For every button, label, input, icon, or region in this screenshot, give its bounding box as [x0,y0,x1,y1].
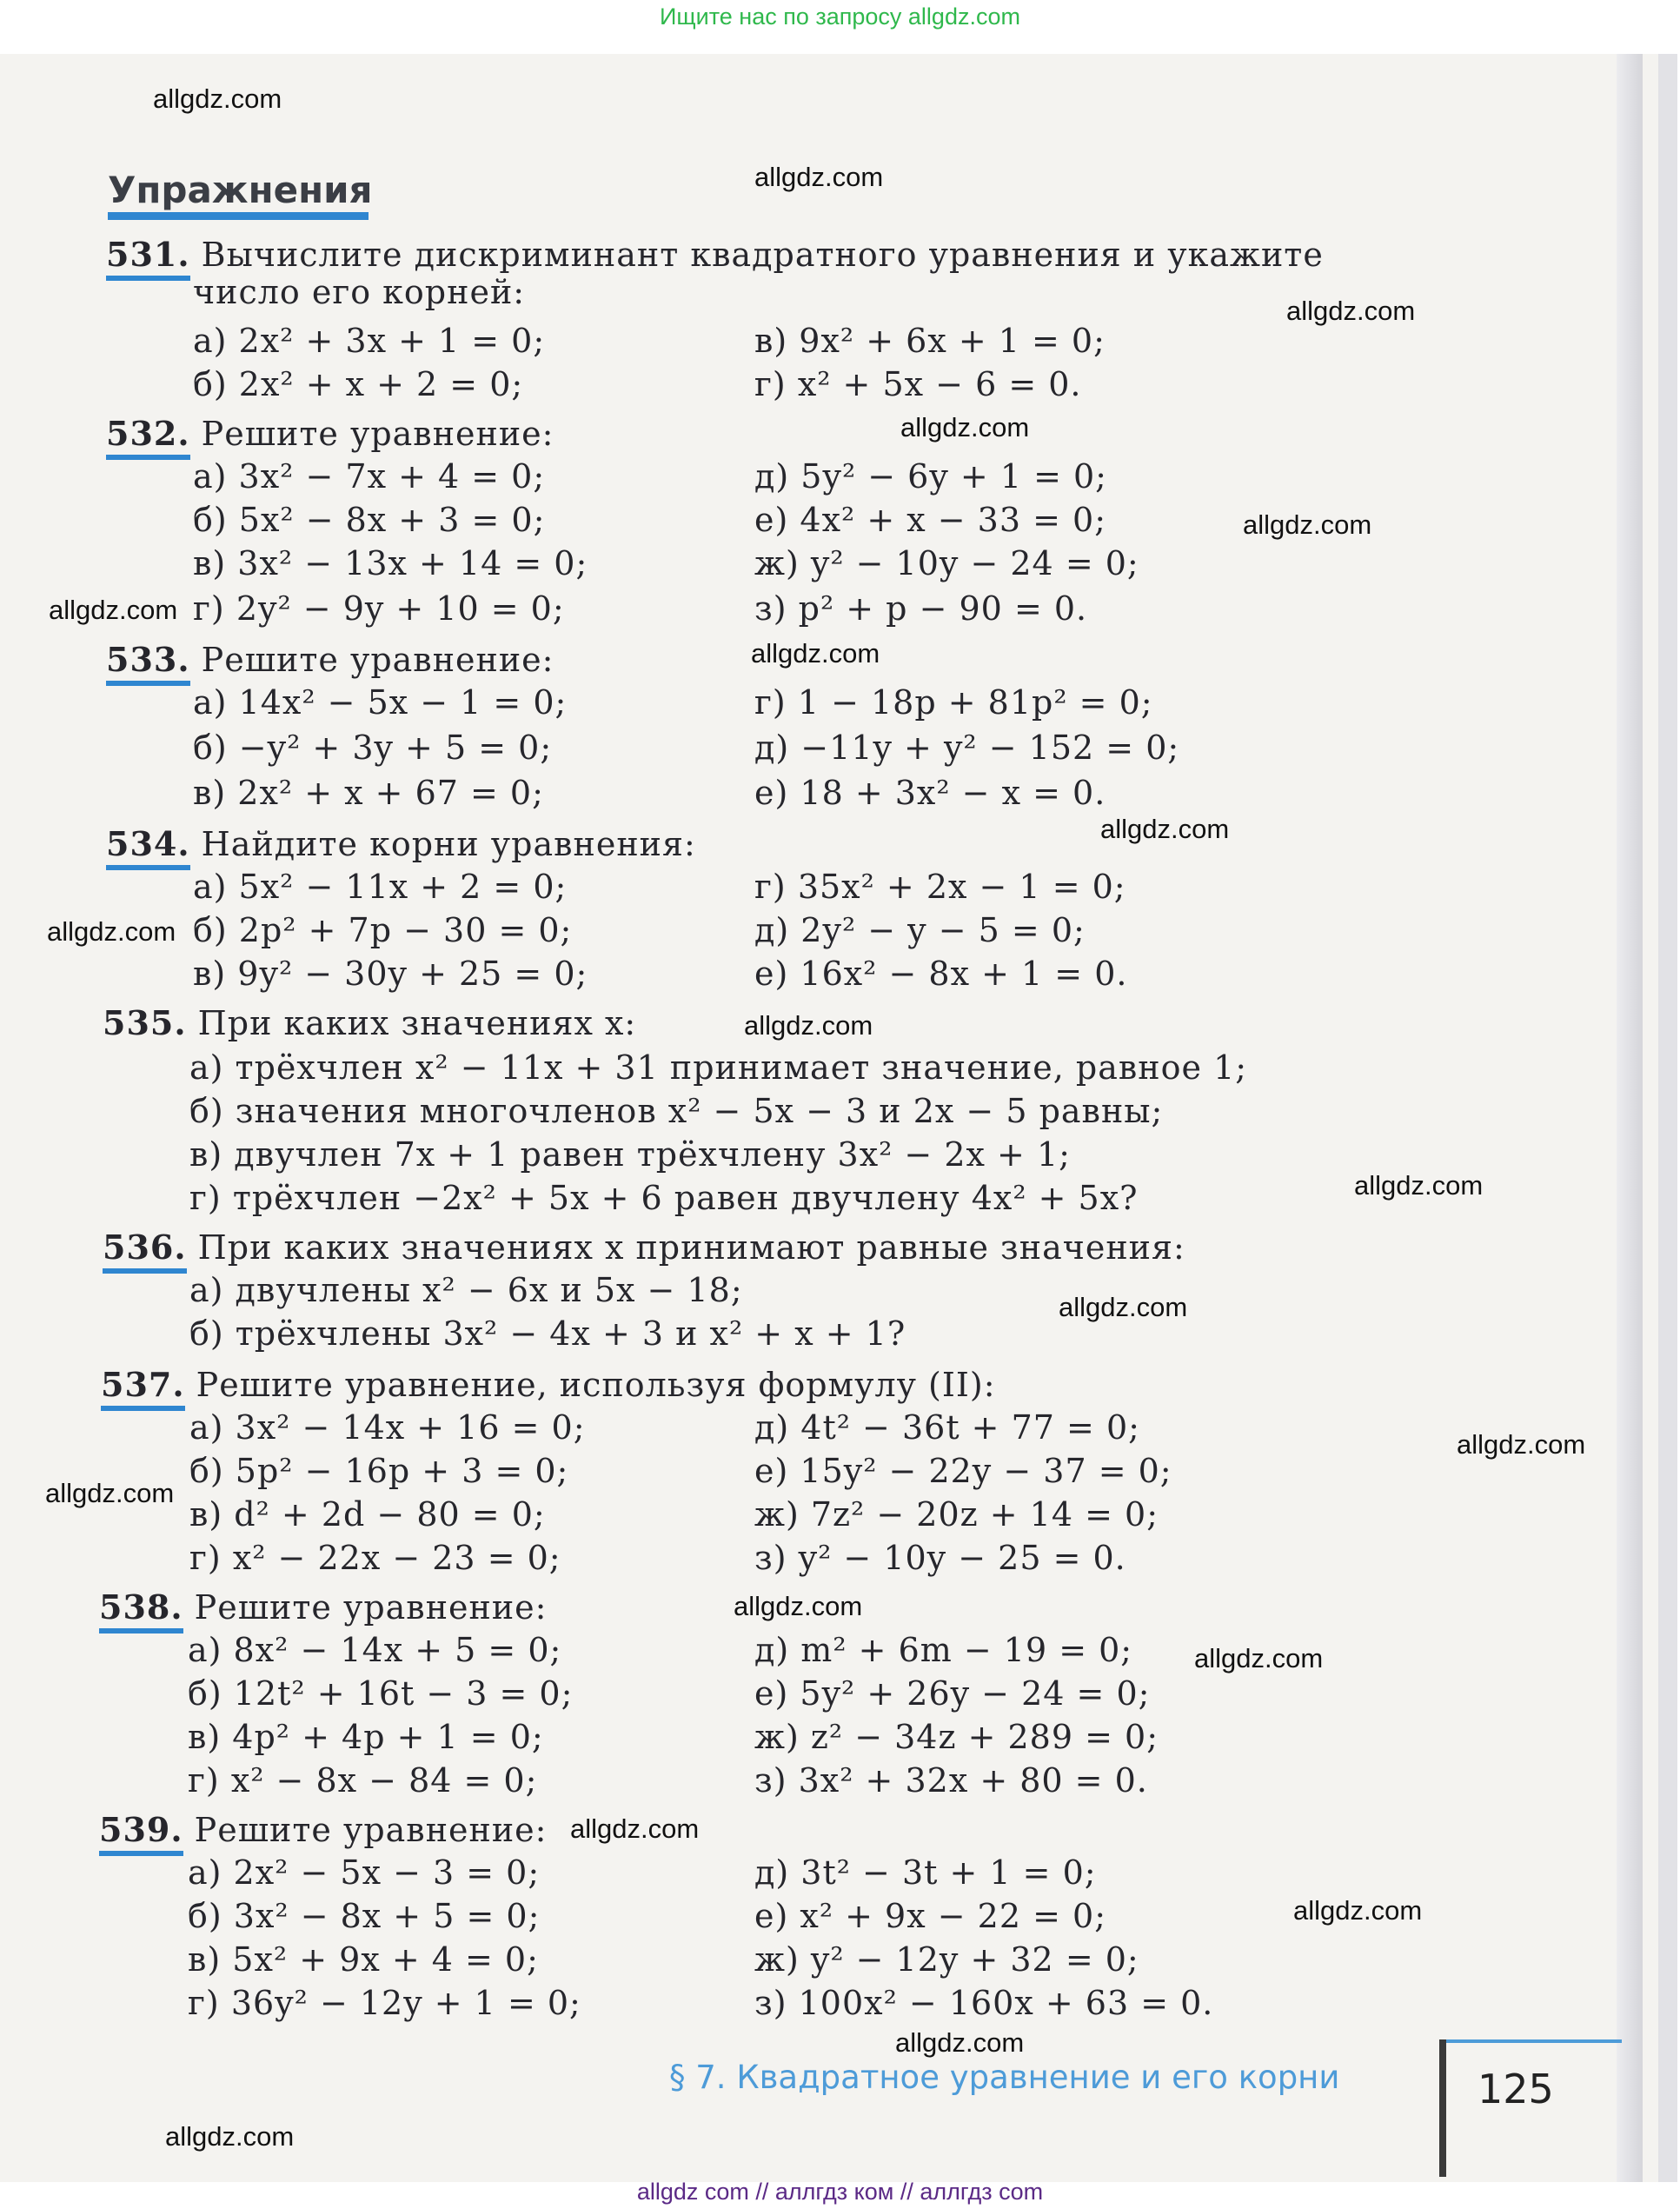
exercise-number: 532. [106,414,190,453]
watermark: allgdz.com [1100,814,1230,844]
watermark: allgdz.com [1286,296,1416,326]
exercise-535-title: 535. При каких значениях x: [103,1003,637,1042]
exercise-539-title: 539. Решите уравнение: [99,1810,547,1849]
ex538-a: а) 8x² − 14x + 5 = 0; [188,1631,562,1669]
ex535-a: а) трёхчлен x² − 11x + 31 принимает значение, равное 1; [189,1048,1248,1087]
ex534-e: е) 16x² − 8x + 1 = 0. [754,955,1128,993]
watermark: allgdz.com [49,595,178,625]
ex531-b: б) 2x² + x + 2 = 0; [193,365,524,403]
ex531-g: г) x² + 5x − 6 = 0. [754,365,1082,403]
ex539-a: а) 2x² − 5x − 3 = 0; [188,1853,541,1892]
exercise-number: 534. [106,824,190,863]
ex537-b: б) 5p² − 16p + 3 = 0; [189,1452,569,1490]
page-number: 125 [1477,2066,1554,2113]
ex533-g: г) 1 − 18p + 81p² = 0; [754,683,1153,722]
watermark: allgdz.com [895,2027,1025,2058]
watermark: allgdz.com [1243,509,1372,540]
ex539-b: б) 3x² − 8x + 5 = 0; [188,1897,541,1935]
ex539-zh: ж) y² − 12y + 32 = 0; [754,1940,1139,1979]
ex538-b: б) 12t² + 16t − 3 = 0; [188,1674,574,1713]
watermark: allgdz.com [900,412,1030,442]
ex536-a: а) двучлены x² − 6x и 5x − 18; [189,1271,743,1309]
exercise-number: 537. [101,1365,185,1404]
ex538-g: г) x² − 8x − 84 = 0; [188,1761,538,1800]
watermark: allgdz.com [45,1478,175,1508]
ex539-e: е) x² + 9x − 22 = 0; [754,1897,1106,1935]
ex538-v: в) 4p² + 4p + 1 = 0; [188,1718,544,1756]
exercise-538-title: 538. Решите уравнение: [99,1587,547,1627]
section-heading: Упражнения [108,169,373,211]
ex535-g: г) трёхчлен −2x² + 5x + 6 равен двучлену 4x² + 5x? [189,1179,1139,1217]
ex531-a: а) 2x² + 3x + 1 = 0; [193,322,546,360]
watermark: allgdz.com [1059,1292,1188,1322]
ex532-d: д) 5y² − 6y + 1 = 0; [754,457,1107,496]
ex539-v: в) 5x² + 9x + 4 = 0; [188,1940,539,1979]
page-edge-shadow [1617,54,1643,2182]
ex534-b: б) 2p² + 7p − 30 = 0; [193,911,573,949]
ex534-a: а) 5x² − 11x + 2 = 0; [193,868,568,906]
ex537-zh: ж) 7z² − 20z + 14 = 0; [754,1495,1159,1534]
exercise-532-title: 532. Решите уравнение: [106,414,554,453]
watermark: allgdz.com [744,1010,873,1041]
ex538-zh: ж) z² − 34z + 289 = 0; [754,1718,1159,1756]
exercise-531-title: 531. Вычислите дискриминант квадратного уравнения и укажите [106,235,1324,274]
ex538-d: д) m² + 6m − 19 = 0; [754,1631,1133,1669]
exercise-534-title: 534. Найдите корни уравнения: [106,824,696,863]
ex535-b: б) значения многочленов x² − 5x − 3 и 2x − 5 равны; [189,1092,1164,1130]
ex532-v: в) 3x² − 13x + 14 = 0; [193,544,588,582]
watermark: allgdz.com [1457,1429,1586,1460]
exercise-537-title: 537. Решите уравнение, используя формулу (II): [101,1365,996,1404]
ex537-e: е) 15y² − 22y − 37 = 0; [754,1452,1172,1490]
page-number-frame-top [1439,2039,1622,2043]
exercise-number: 539. [99,1810,183,1849]
ex539-z: з) 100x² − 160x + 63 = 0. [754,1984,1214,2022]
ex533-b: б) −y² + 3y + 5 = 0; [193,729,553,767]
ex534-d: д) 2y² − y − 5 = 0; [754,911,1086,949]
ex534-g: г) 35x² + 2x − 1 = 0; [754,868,1126,906]
ex538-e: е) 5y² + 26y − 24 = 0; [754,1674,1151,1713]
ex533-e: е) 18 + 3x² − x = 0. [754,774,1106,812]
bottom-search-banner[interactable]: allgdz com // аллгдз ком // аллгдз com [636,2179,1044,2205]
top-search-banner[interactable]: Ищите нас по запросу allgdz.com [660,3,1020,30]
exercise-number: 536. [103,1228,187,1267]
ex532-e: е) 4x² + x − 33 = 0; [754,501,1106,539]
watermark: allgdz.com [754,162,884,192]
watermark: allgdz.com [751,638,880,669]
ex539-d: д) 3t² − 3t + 1 = 0; [754,1853,1097,1892]
ex537-z: з) y² − 10y − 25 = 0. [754,1539,1126,1577]
exercise-531-title-cont: число его корней: [193,273,526,311]
ex532-b: б) 5x² − 8x + 3 = 0; [193,501,546,539]
ex532-z: з) p² + p − 90 = 0. [754,589,1088,628]
exercise-number: 538. [99,1587,183,1627]
ex539-g: г) 36y² − 12y + 1 = 0; [188,1984,581,2022]
ex537-d: д) 4t² − 36t + 77 = 0; [754,1408,1140,1447]
exercise-number: 533. [106,640,190,679]
ex534-v: в) 9y² − 30y + 25 = 0; [193,955,588,993]
watermark: allgdz.com [1194,1643,1324,1673]
watermark: allgdz.com [153,83,282,114]
ex531-v: в) 9x² + 6x + 1 = 0; [754,322,1106,360]
ex537-g: г) x² − 22x − 23 = 0; [189,1539,561,1577]
section-footer-title: § 7. Квадратное уравнение и его корни [669,2059,1340,2096]
watermark: allgdz.com [47,916,176,947]
exercise-number: 531. [106,235,190,274]
watermark: allgdz.com [165,2121,295,2152]
ex533-a: а) 14x² − 5x − 1 = 0; [193,683,568,722]
watermark: allgdz.com [1354,1170,1484,1201]
ex532-a: а) 3x² − 7x + 4 = 0; [193,457,546,496]
heading-underline [108,212,369,220]
ex537-a: а) 3x² − 14x + 16 = 0; [189,1408,586,1447]
ex537-v: в) d² + 2d − 80 = 0; [189,1495,546,1534]
page-number-frame [1439,2039,1446,2177]
ex538-z: з) 3x² + 32x + 80 = 0. [754,1761,1148,1800]
ex532-g: г) 2y² − 9y + 10 = 0; [193,589,565,628]
ex532-zh: ж) y² − 10y − 24 = 0; [754,544,1139,582]
ex535-v: в) двучлен 7x + 1 равен трёхчлену 3x² − 2x + 1; [189,1135,1071,1174]
ex533-d: д) −11y + y² − 152 = 0; [754,729,1180,767]
ex536-b: б) трёхчлены 3x² − 4x + 3 и x² + x + 1? [189,1314,906,1353]
exercise-533-title: 533. Решите уравнение: [106,640,554,679]
watermark: allgdz.com [734,1591,863,1621]
watermark: allgdz.com [570,1813,700,1844]
watermark: allgdz.com [1293,1895,1423,1926]
exercise-number: 535. [103,1003,187,1042]
ex533-v: в) 2x² + x + 67 = 0; [193,774,544,812]
exercise-536-title: 536. При каких значениях x принимают равные значения: [103,1228,1185,1267]
